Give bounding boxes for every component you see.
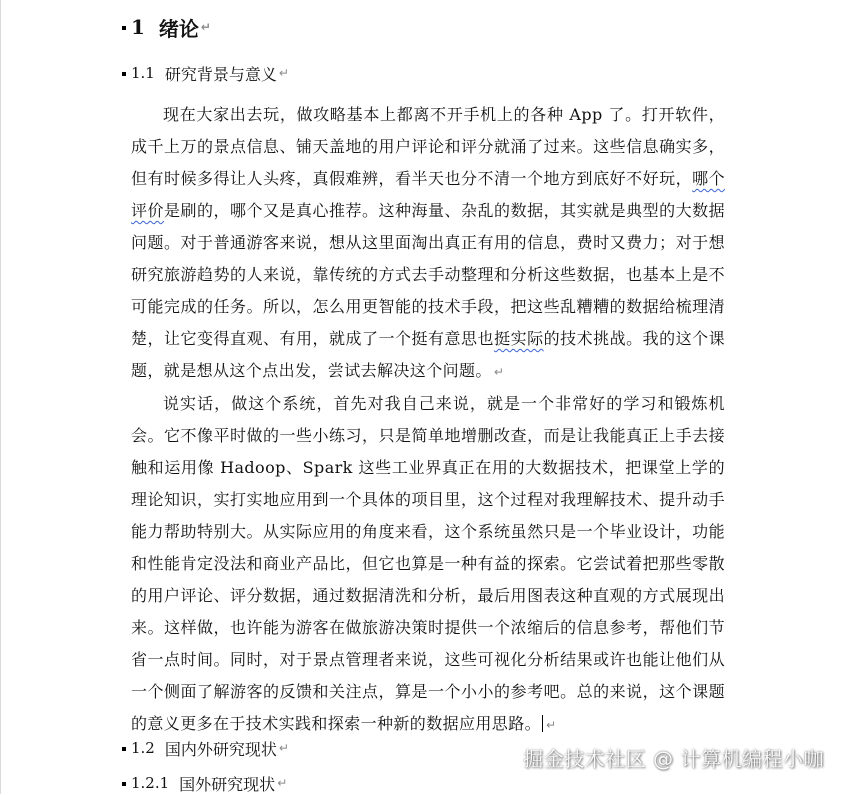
watermark: 掘金技术社区 @ 计算机编程小咖 — [523, 747, 824, 771]
section-heading-1-1[interactable] — [122, 62, 289, 84]
section-title: 国内外研究现状 — [164, 739, 277, 759]
section-number: 1.2.1 — [131, 774, 170, 792]
section-heading-1-2-1[interactable] — [122, 772, 287, 794]
paragraph-mark-icon: ↵ — [277, 776, 288, 790]
paragraph-significance[interactable] — [131, 388, 725, 741]
heading-bullet-icon — [122, 782, 126, 786]
section-title: 国外研究现状 — [179, 774, 276, 794]
paragraph-text: 说实话，做这个系统，首先对我自己来说，就是一个非常好的学习和锻炼机会。它不像平时做的一些小练习，只是简单地增删改查，而是让我能真正上手去接触和运用像 Hadoop、Spark 这些工业界真正在用的大数据技术，把课堂上学的理论知识，实打实地应用到一个具体的项目里，这个过程对我理解技术、提升动手能力帮助特别大。从实际应用的角度来看，这个系统虽然只是一个毕业设计，功能和性能肯定没法和商业产品比，但它也算是一种有益的探索。它尝试着把那些零散的用户评论、评分数据，通过数据清洗和分析，最后用图表这种直观的方式展现出来。这样做，也许能为游客在做旅游决策时提供一个浓缩后的信息参考，帮他们节省一点时间。同时，对于景点管理者来说，这些可视化分析结果或许也能让他们从一个侧面了解游客的反馈和关注点，算是一个小小的参考吧。总的来说，这个课题的意义更多在于技术实践和探索一种新的数据应用思路 — [131, 394, 725, 733]
body-text[interactable] — [131, 99, 725, 741]
paragraph-text: 是刷的，哪个又是真心推荐。这种海量、杂乱的数据，其实就是典型的大数据问题。对于普通游客来说，想从这里面淘出真正有用的信息，费时又费力；对于想研究旅游趋势的人来说，靠传统的方式去手动整理和分析这些数据，也基本上是不可能完成的任务。所以，怎么用更智能的技术手段，把这些乱糟糟的数据给梳理清楚，让它变得直观、有用，就成了一个挺有意思也 — [131, 201, 725, 348]
heading-bullet-icon — [122, 72, 126, 76]
section-number: 1.1 — [131, 64, 155, 82]
paragraph-mark-icon: ↵ — [278, 66, 289, 80]
chapter-title: 绪论 — [158, 16, 199, 41]
section-heading-1-2[interactable] — [122, 737, 289, 759]
paragraph-text: 的技术挑战。我的这个课题，就是想从这个点出发，尝试去解决这个问题。 — [131, 329, 726, 380]
chapter-heading[interactable] — [122, 14, 211, 40]
paragraph-text: 现在大家出去玩，做攻略基本上都离不开手机上的各种 App 了。打开软件，成千上万的景点信息、铺天盖地的用户评论和评分就涌了过来。这些信息确实多，但有时候多得让人头疼，真假难辨，看半天也分不清一个地方到底好不好玩， — [131, 105, 725, 188]
section-title: 研究背景与意义 — [164, 64, 277, 84]
chapter-number: 1 — [131, 15, 145, 39]
heading-bullet-icon — [122, 747, 126, 751]
paragraph-mark-icon: ↵ — [546, 718, 557, 732]
paragraph-mark-icon: ↵ — [493, 365, 505, 379]
text-cursor — [542, 715, 543, 732]
paragraph-background[interactable] — [131, 99, 725, 388]
grammar-flag[interactable]: 哪个评价 — [131, 169, 725, 220]
paragraph-text-end: 。 — [524, 714, 542, 733]
heading-bullet-icon — [122, 26, 126, 30]
grammar-flag[interactable]: 挺实际 — [494, 329, 544, 348]
paragraph-mark-icon: ↵ — [278, 741, 289, 755]
page-edge-line — [0, 0, 1, 794]
section-number: 1.2 — [131, 739, 155, 757]
paragraph-mark-icon: ↵ — [200, 20, 211, 34]
